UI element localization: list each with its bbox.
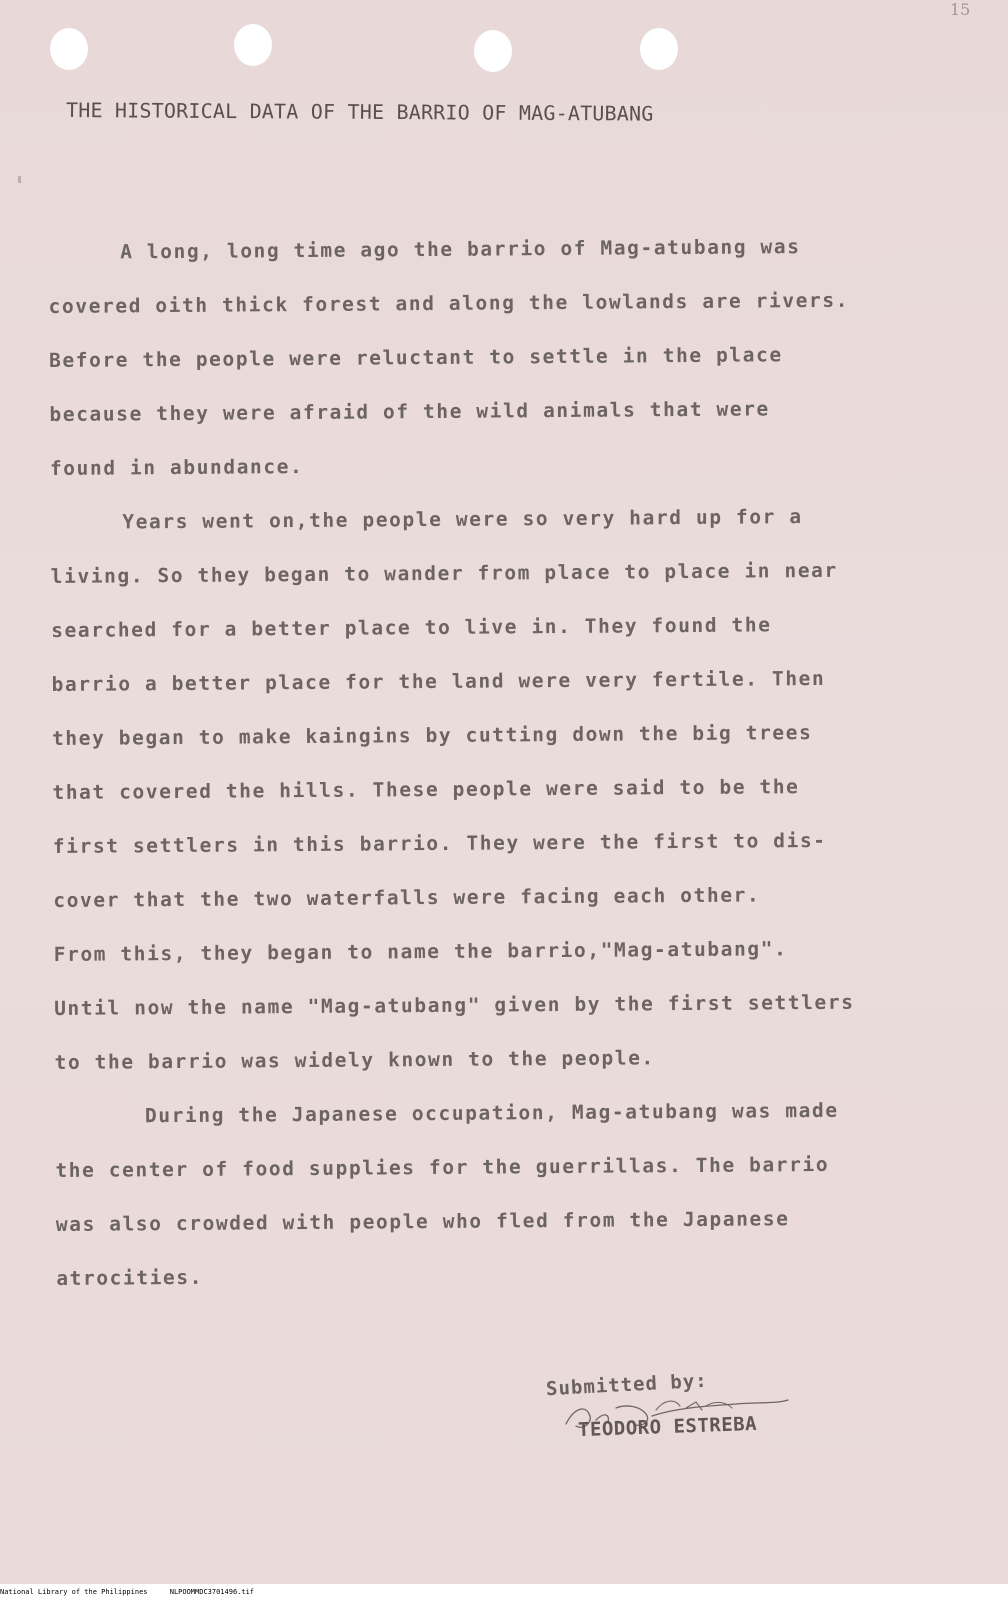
- text-line: Until now the name "Mag-atubang" given by the first settlers: [54, 990, 855, 1020]
- paragraph-1: [48, 219, 950, 496]
- scan-footer: [0, 1586, 1008, 1598]
- punch-hole: [234, 24, 272, 66]
- text-line: atrocities.: [56, 1265, 204, 1290]
- text-line: was also crowded with people who fled from the Japanese: [55, 1207, 790, 1236]
- text-line: the center of food supplies for the guerrillas. The barrio: [55, 1152, 830, 1182]
- text-line: that covered the hills. These people were said to be the: [52, 775, 800, 804]
- footer-institution: National Library of the Philippines: [0, 1588, 148, 1596]
- stray-mark: [18, 176, 21, 183]
- punch-hole: [50, 28, 88, 70]
- page-number-mark: 15: [950, 0, 971, 19]
- text-line: covered oith thick forest and along the lowlands are rivers.: [48, 288, 850, 318]
- text-line: barrio a better place for the land were very fertile. Then: [51, 666, 826, 696]
- submitted-by-label: Submitted by:: [545, 1369, 709, 1401]
- text-line: From this, they began to name the barrio,"Mag-atubang".: [53, 937, 788, 966]
- text-line: because they were afraid of the wild animals that were: [49, 397, 770, 426]
- footer-filename: NLPOOMMDC3701496.tif: [169, 1588, 255, 1596]
- text-line: Years went on,the people were so very hard up for a: [122, 505, 803, 534]
- text-line: Before the people were reluctant to settle in the place: [48, 343, 783, 372]
- text-line: searched for a better place to live in. They found the: [51, 613, 772, 642]
- paragraph-2: [50, 489, 955, 1090]
- text-line: A long, long time ago the barrio of Mag-atubang was: [120, 235, 801, 264]
- text-line: During the Japanese occupation, Mag-atubang was made: [144, 1098, 839, 1128]
- text-line: cover that the two waterfalls were facing each other.: [53, 883, 761, 912]
- document-body: [48, 219, 956, 1306]
- document-title: THE HISTORICAL DATA OF THE BARRIO OF MAG-ATUBANG: [65, 98, 654, 126]
- submitter-name: TEODORO ESTREBA: [577, 1412, 758, 1442]
- punch-hole: [474, 30, 512, 72]
- text-line: living. So they began to wander from place to place in near: [50, 558, 838, 588]
- text-line: they began to make kaingins by cutting down the big trees: [51, 721, 813, 750]
- paragraph-3: [55, 1083, 957, 1306]
- punch-hole: [640, 28, 678, 70]
- signature-block: [544, 1366, 844, 1476]
- text-line: first settlers in this barrio. They were the first to dis-: [52, 828, 827, 858]
- text-line: found in abundance.: [49, 455, 304, 480]
- text-line: to the barrio was widely known to the people.: [54, 1046, 655, 1074]
